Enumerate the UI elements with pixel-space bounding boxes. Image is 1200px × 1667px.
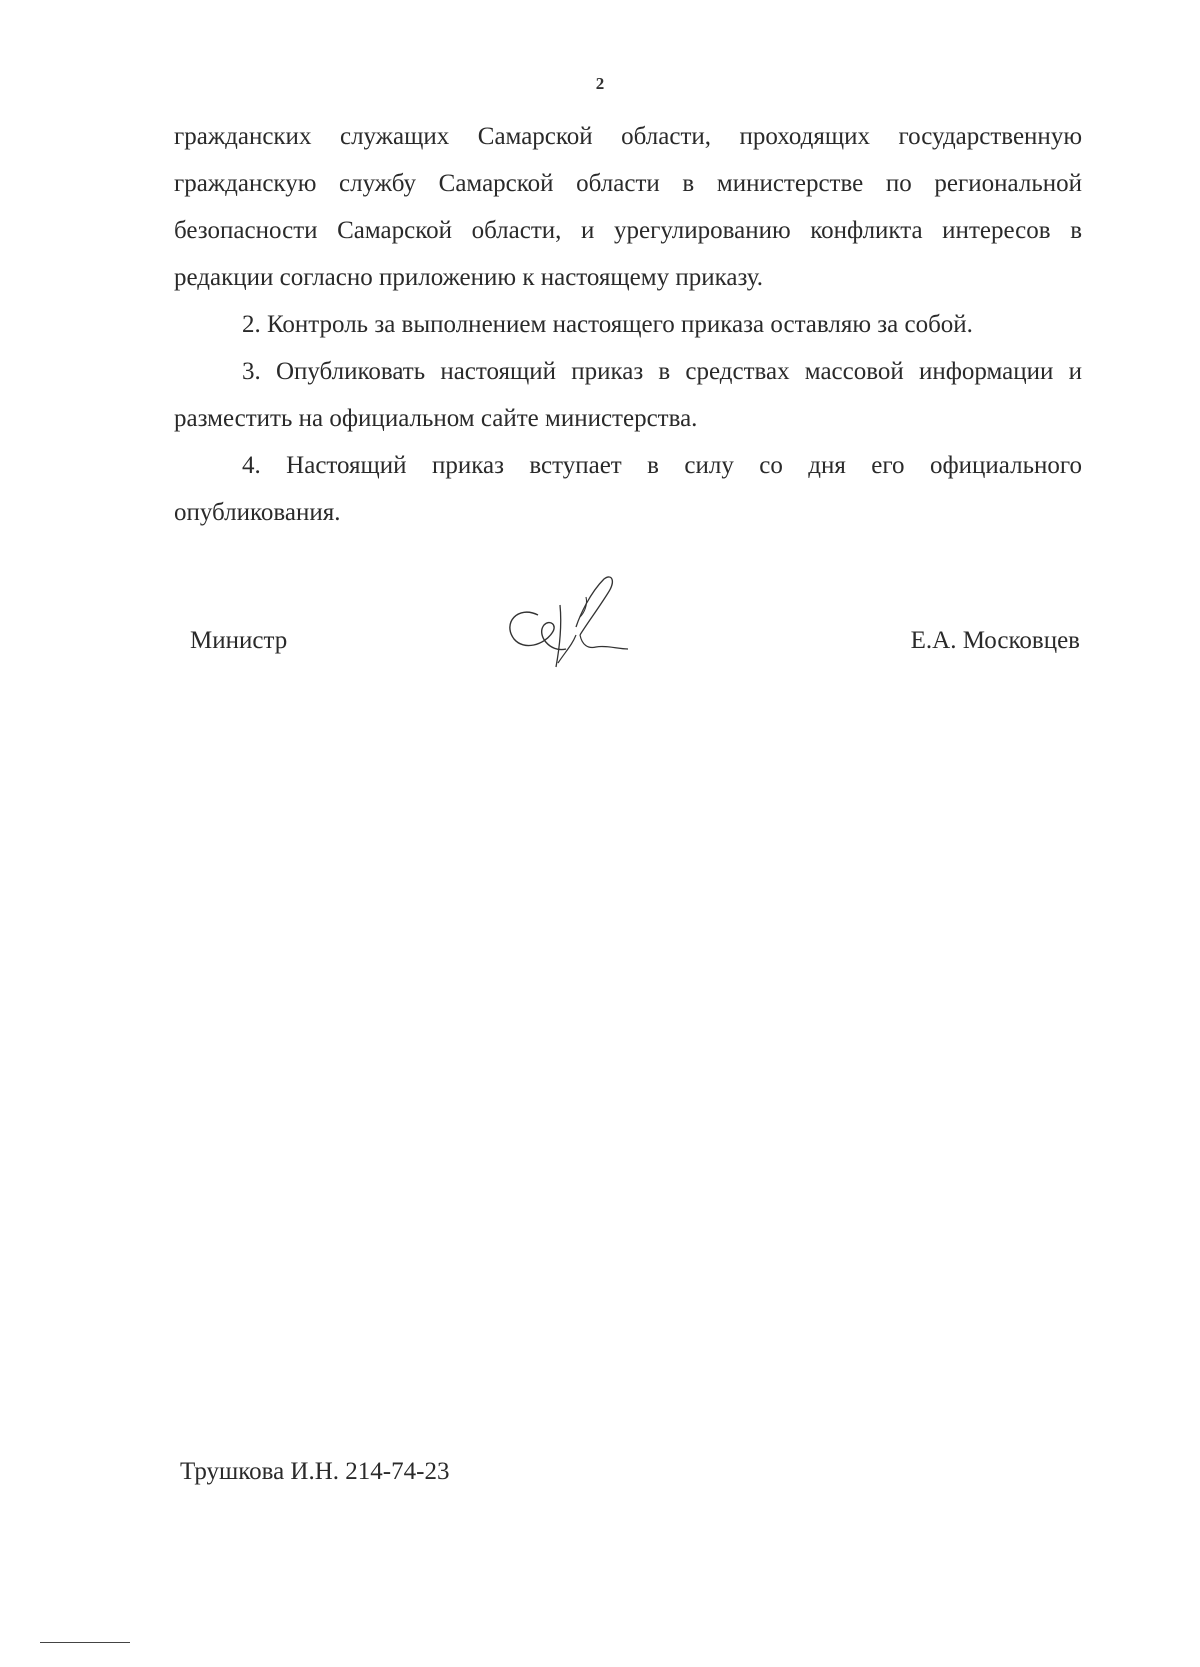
footer-divider [40,1642,130,1643]
signer-name: Е.А. Московцев [910,627,1080,654]
paragraph-item-3: 3. Опубликовать настоящий приказ в средствах массовой информации и разместить на официальном сайте министерства. [174,358,1082,432]
executor-contact: Трушкова И.Н. 214-74-23 [180,1458,450,1485]
paragraph-item-2: 2. Контроль за выполнением настоящего приказа оставляю за собой. [242,311,973,338]
page-number: 2 [595,74,605,93]
position-title: Министр [190,627,288,654]
handwritten-signature [500,575,660,685]
paragraph-continuation: гражданских служащих Самарской области, проходящих государственную гражданскую службу Самарской области в министерстве по региональной безопасности Самарской области, и урегулированию конфликта интересов в редакции согласно приложению к настоящему приказу. [174,123,1082,291]
paragraph-item-4: 4. Настоящий приказ вступает в силу со дня его официального опубликования. [174,452,1082,526]
document-body [174,113,1082,536]
signature-block [190,575,1080,695]
